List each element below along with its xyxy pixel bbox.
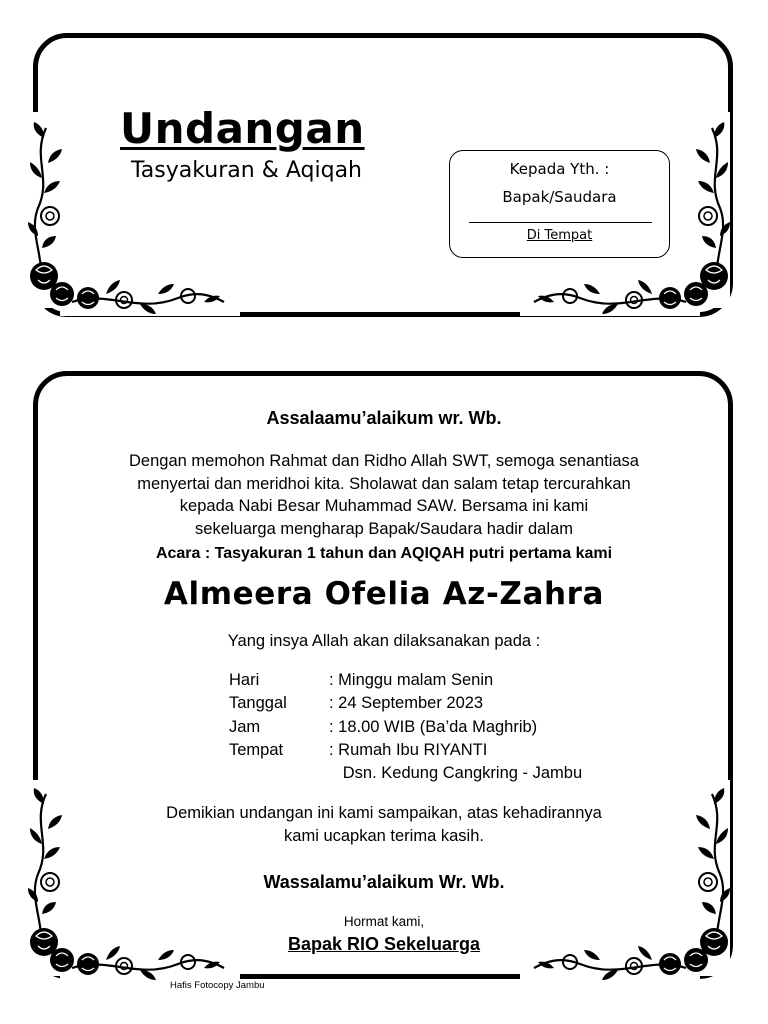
child-name: Almeera Ofelia Az-Zahra [163,576,605,612]
regards-text: Hormat kami, [343,914,425,929]
event-details [229,669,582,785]
opening-greeting: Assalaamu’alaikum wr. Wb. [266,408,502,428]
detail-row-address [229,762,582,785]
paragraph-line: Dengan memohon Rahmat dan Ridho Allah SWT, semoga senantiasa [129,452,639,470]
recipient-label: Kepada Yth. : [509,160,610,178]
detail-value: : 24 September 2023 [329,694,484,713]
detail-row-date [229,692,582,715]
recipient-name: Bapak/Saudara [502,188,617,206]
sender-signature [0,934,768,955]
recipient-blank-line [469,222,652,223]
closing-line: Demikian undangan ini kami sampaikan, atas kehadirannya [166,804,602,822]
detail-row-time [229,716,582,739]
closing-paragraph [0,802,768,847]
detail-value: : 18.00 WIB (Ba’da Maghrib) [329,717,538,736]
event-description: Acara : Tasyakuran 1 tahun dan AQIQAH putri pertama kami [155,545,613,562]
opening-paragraph [0,450,768,540]
invitation-title: Undangan [120,104,365,153]
detail-key [229,762,329,785]
detail-row-place [229,739,582,762]
paragraph-line: kepada Nabi Besar Muhammad SAW. Bersama ini kami [179,497,589,515]
recipient-address-box [449,150,670,258]
recipient-location: Di Tempat [526,228,593,243]
invitation-subtitle: Tasyakuran & Aqiqah [131,158,362,183]
detail-key: Hari [229,671,260,689]
detail-key: Tanggal [229,694,287,713]
detail-value: Dsn. Kedung Cangkring - Jambu [329,764,583,783]
detail-row-day [229,669,582,692]
printer-credit: Hafis Fotocopy Jambu [170,980,265,991]
closing-line: kami ucapkan terima kasih. [284,826,484,845]
paragraph-line: menyertai dan meridhoi kita. Sholawat dan salam tetap tercurahkan [137,474,631,493]
detail-value: : Rumah Ibu RIYANTI [329,740,488,759]
detail-key: Tempat [229,740,284,759]
detail-key: Jam [229,717,261,736]
schedule-intro: Yang insya Allah akan dilaksanakan pada : [227,632,541,650]
closing-greeting: Wassalamu’alaikum Wr. Wb. [263,872,505,892]
paragraph-line: sekeluarga mengharap Bapak/Saudara hadir dalam [195,519,573,538]
sender-name: Bapak RIO Sekeluarga [287,934,481,954]
detail-value: : Minggu malam Senin [329,671,494,689]
